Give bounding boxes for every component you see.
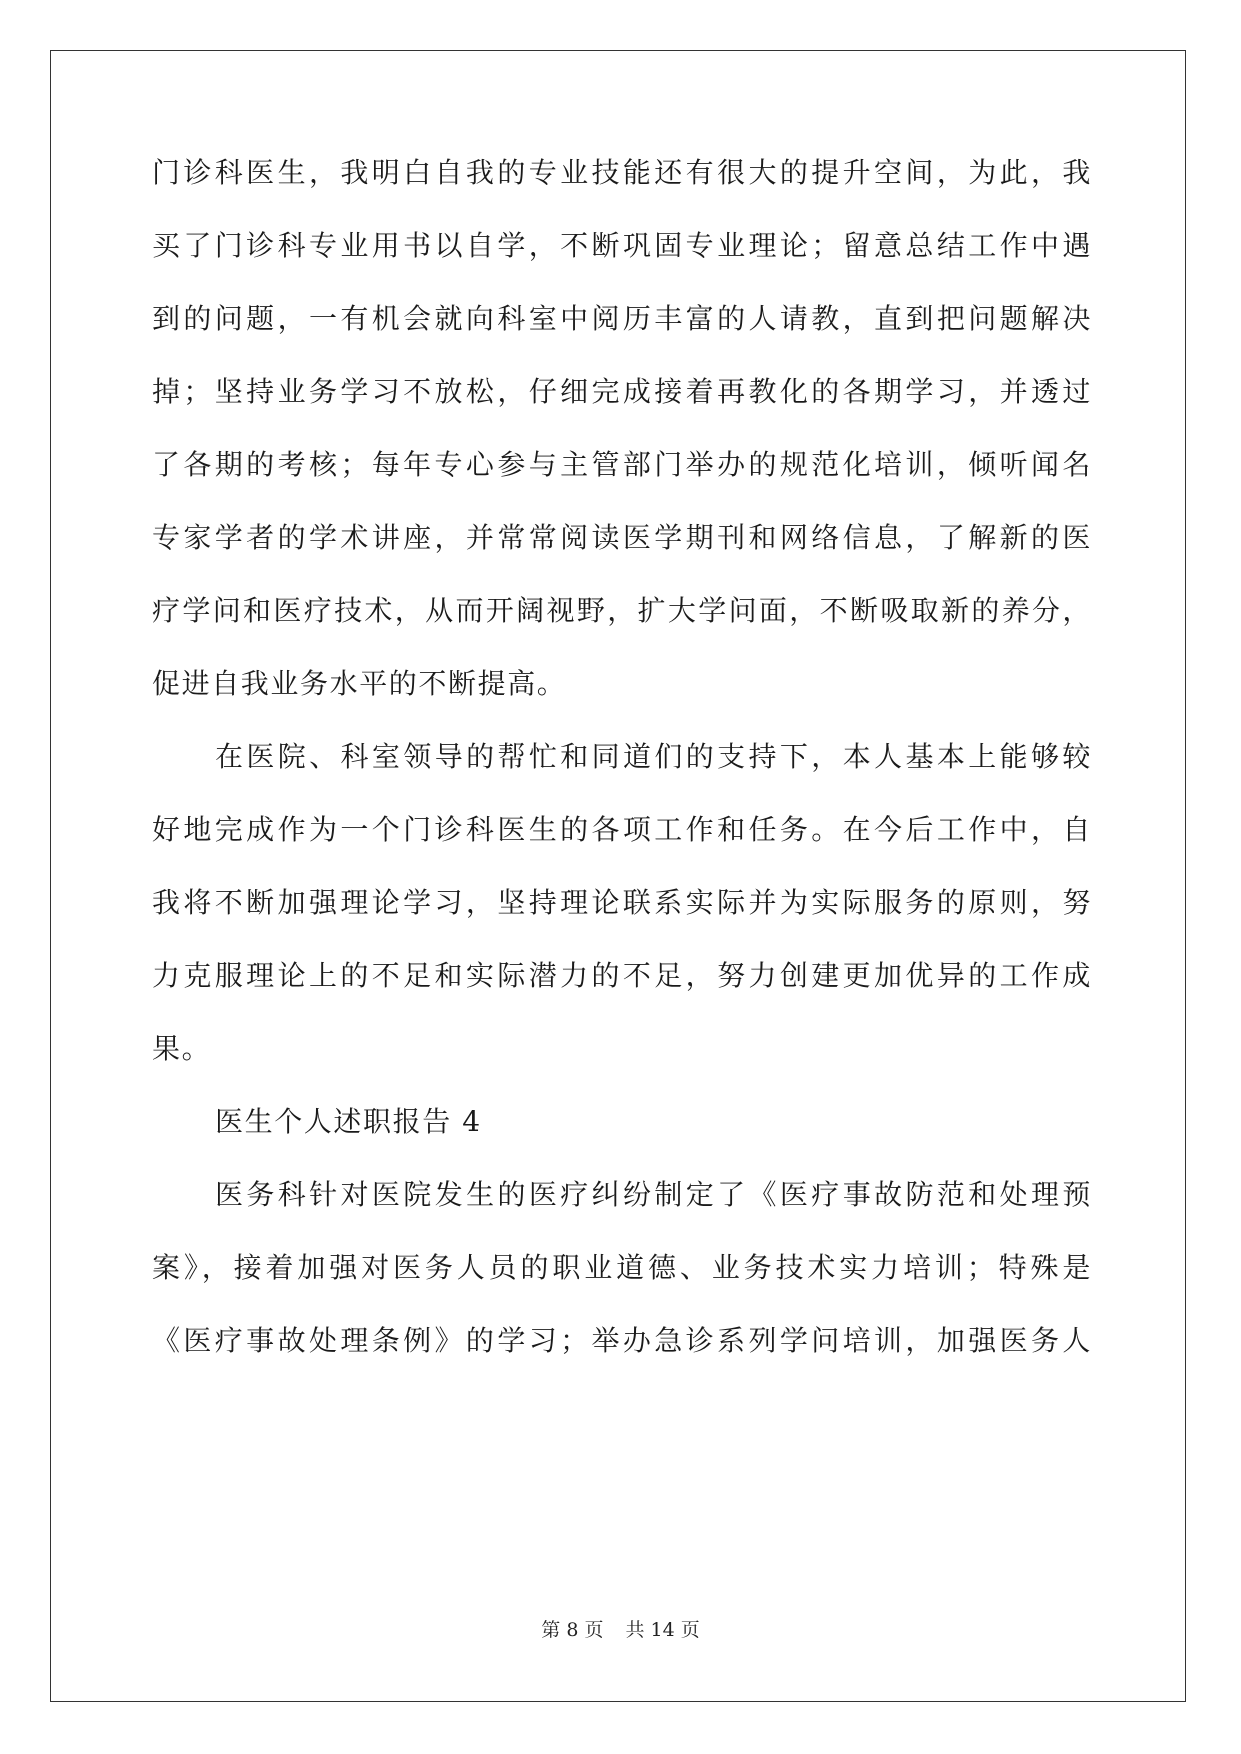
- paragraph-line: 买了门诊科专业用书以自学，不断巩固专业理论；留意总结工作中遇: [152, 229, 1092, 262]
- paragraph-line: 我将不断加强理论学习，坚持理论联系实际并为实际服务的原则，努: [152, 886, 1092, 919]
- paragraph-line: 促进自我业务水平的不断提高。: [152, 667, 567, 700]
- page-border: [50, 50, 1186, 1702]
- paragraph-first-line: 医务科针对医院发生的医疗纠纷制定了《医疗事故防范和处理预: [215, 1178, 1092, 1211]
- paragraph-line: 疗学问和医疗技术，从而开阔视野，扩大学问面，不断吸取新的养分，: [152, 594, 1092, 627]
- paragraph-first-line: 在医院、科室领导的帮忙和同道们的支持下，本人基本上能够较: [215, 740, 1092, 773]
- paragraph-line: 门诊科医生，我明白自我的专业技能还有很大的提升空间，为此，我: [152, 156, 1092, 189]
- paragraph-line: 果。: [152, 1032, 212, 1065]
- paragraph-line: 案》，接着加强对医务人员的职业道德、业务技术实力培训；特殊是: [152, 1251, 1092, 1284]
- paragraph-line: 了各期的考核；每年专心参与主管部门举办的规范化培训，倾听闻名: [152, 448, 1092, 481]
- page-total: 共 14 页: [625, 1619, 700, 1641]
- paragraph-line: 掉；坚持业务学习不放松，仔细完成接着再教化的各期学习，并透过: [152, 375, 1092, 408]
- paragraph-line: 专家学者的学术讲座，并常常阅读医学期刊和网络信息，了解新的医: [152, 521, 1092, 554]
- paragraph-line: 力克服理论上的不足和实际潜力的不足，努力创建更加优异的工作成: [152, 959, 1092, 992]
- paragraph-line: 好地完成作为一个门诊科医生的各项工作和任务。在今后工作中，自: [152, 813, 1092, 846]
- paragraph-line: 到的问题，一有机会就向科室中阅历丰富的人请教，直到把问题解决: [152, 302, 1092, 335]
- paragraph-line: 《医疗事故处理条例》的学习；举办急诊系列学问培训，加强医务人: [152, 1324, 1092, 1357]
- section-heading: 医生个人述职报告 4: [215, 1105, 482, 1138]
- page-number: 第 8 页: [541, 1619, 604, 1641]
- page-footer: [0, 1618, 1241, 1642]
